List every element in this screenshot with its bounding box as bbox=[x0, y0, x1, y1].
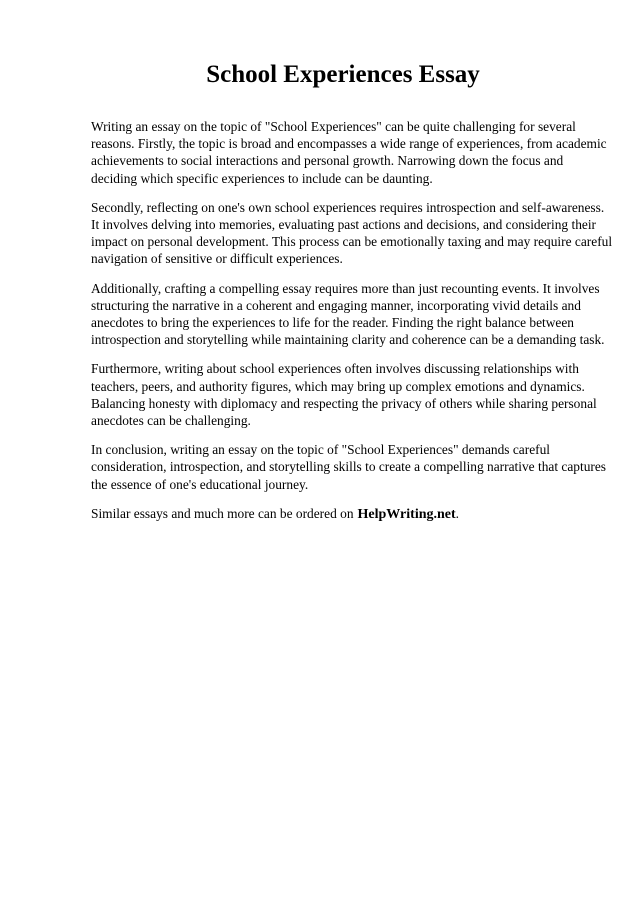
text-line: structuring the narrative in a coherent and engaging manner, incorporating vivid details and bbox=[91, 297, 581, 313]
text-line: impact on personal development. This process can be emotionally taxing and may require careful bbox=[91, 234, 613, 250]
text-line: teachers, peers, and authority figures, which may bring up complex emotions and dynamics. bbox=[91, 378, 585, 394]
essay-body bbox=[91, 118, 613, 523]
text-line: Balancing honesty with diplomacy and respecting the privacy of others while sharing personal bbox=[91, 395, 597, 411]
paragraph-3 bbox=[91, 280, 605, 349]
text-line: anecdotes to bring the experiences to life for the reader. Finding the right balance between bbox=[91, 315, 574, 331]
text-line: introspection and storytelling while maintaining clarity and coherence can be a demanding task. bbox=[91, 332, 605, 348]
paragraph-1 bbox=[91, 118, 607, 187]
text-line: consideration, introspection, and storytelling skills to create a compelling narrative that captures bbox=[91, 459, 607, 475]
text-line: anecdotes can be challenging. bbox=[91, 413, 251, 429]
text-line: Writing an essay on the topic of "School Experiences" can be quite challenging for several bbox=[91, 119, 576, 134]
text-line: reasons. Firstly, the topic is broad and encompasses a wide range of experiences, from academic bbox=[91, 136, 607, 152]
text-line: achievements to social interactions and personal growth. Narrowing down the focus and bbox=[91, 153, 564, 169]
promo-period: . bbox=[455, 505, 460, 521]
text-line: Furthermore, writing about school experiences often involves discussing relationships with bbox=[91, 361, 579, 377]
paragraph-2 bbox=[91, 199, 613, 268]
text-line: Secondly, reflecting on one's own school experiences requires introspection and self-awareness. bbox=[91, 199, 605, 215]
text-line: navigation of sensitive or difficult experiences. bbox=[91, 251, 343, 267]
text-line: deciding which specific experiences to include can be daunting. bbox=[91, 170, 433, 186]
text-line: the essence of one's educational journey. bbox=[91, 476, 309, 492]
text-line: Additionally, crafting a compelling essay requires more than just recounting events. It involves bbox=[91, 280, 600, 296]
promo-line bbox=[91, 505, 597, 523]
text-line: It involves delving into memories, evaluating past actions and decisions, and considering their bbox=[91, 217, 597, 233]
paragraph-5 bbox=[91, 441, 607, 493]
text-line: In conclusion, writing an essay on the topic of "School Experiences" demands careful bbox=[91, 442, 551, 458]
page-title: School Experiences Essay bbox=[206, 61, 480, 88]
promo-text: Similar essays and much more can be ordered on bbox=[91, 505, 354, 521]
brand-link[interactable]: HelpWriting.net bbox=[357, 506, 456, 522]
paragraph-4 bbox=[91, 360, 597, 429]
